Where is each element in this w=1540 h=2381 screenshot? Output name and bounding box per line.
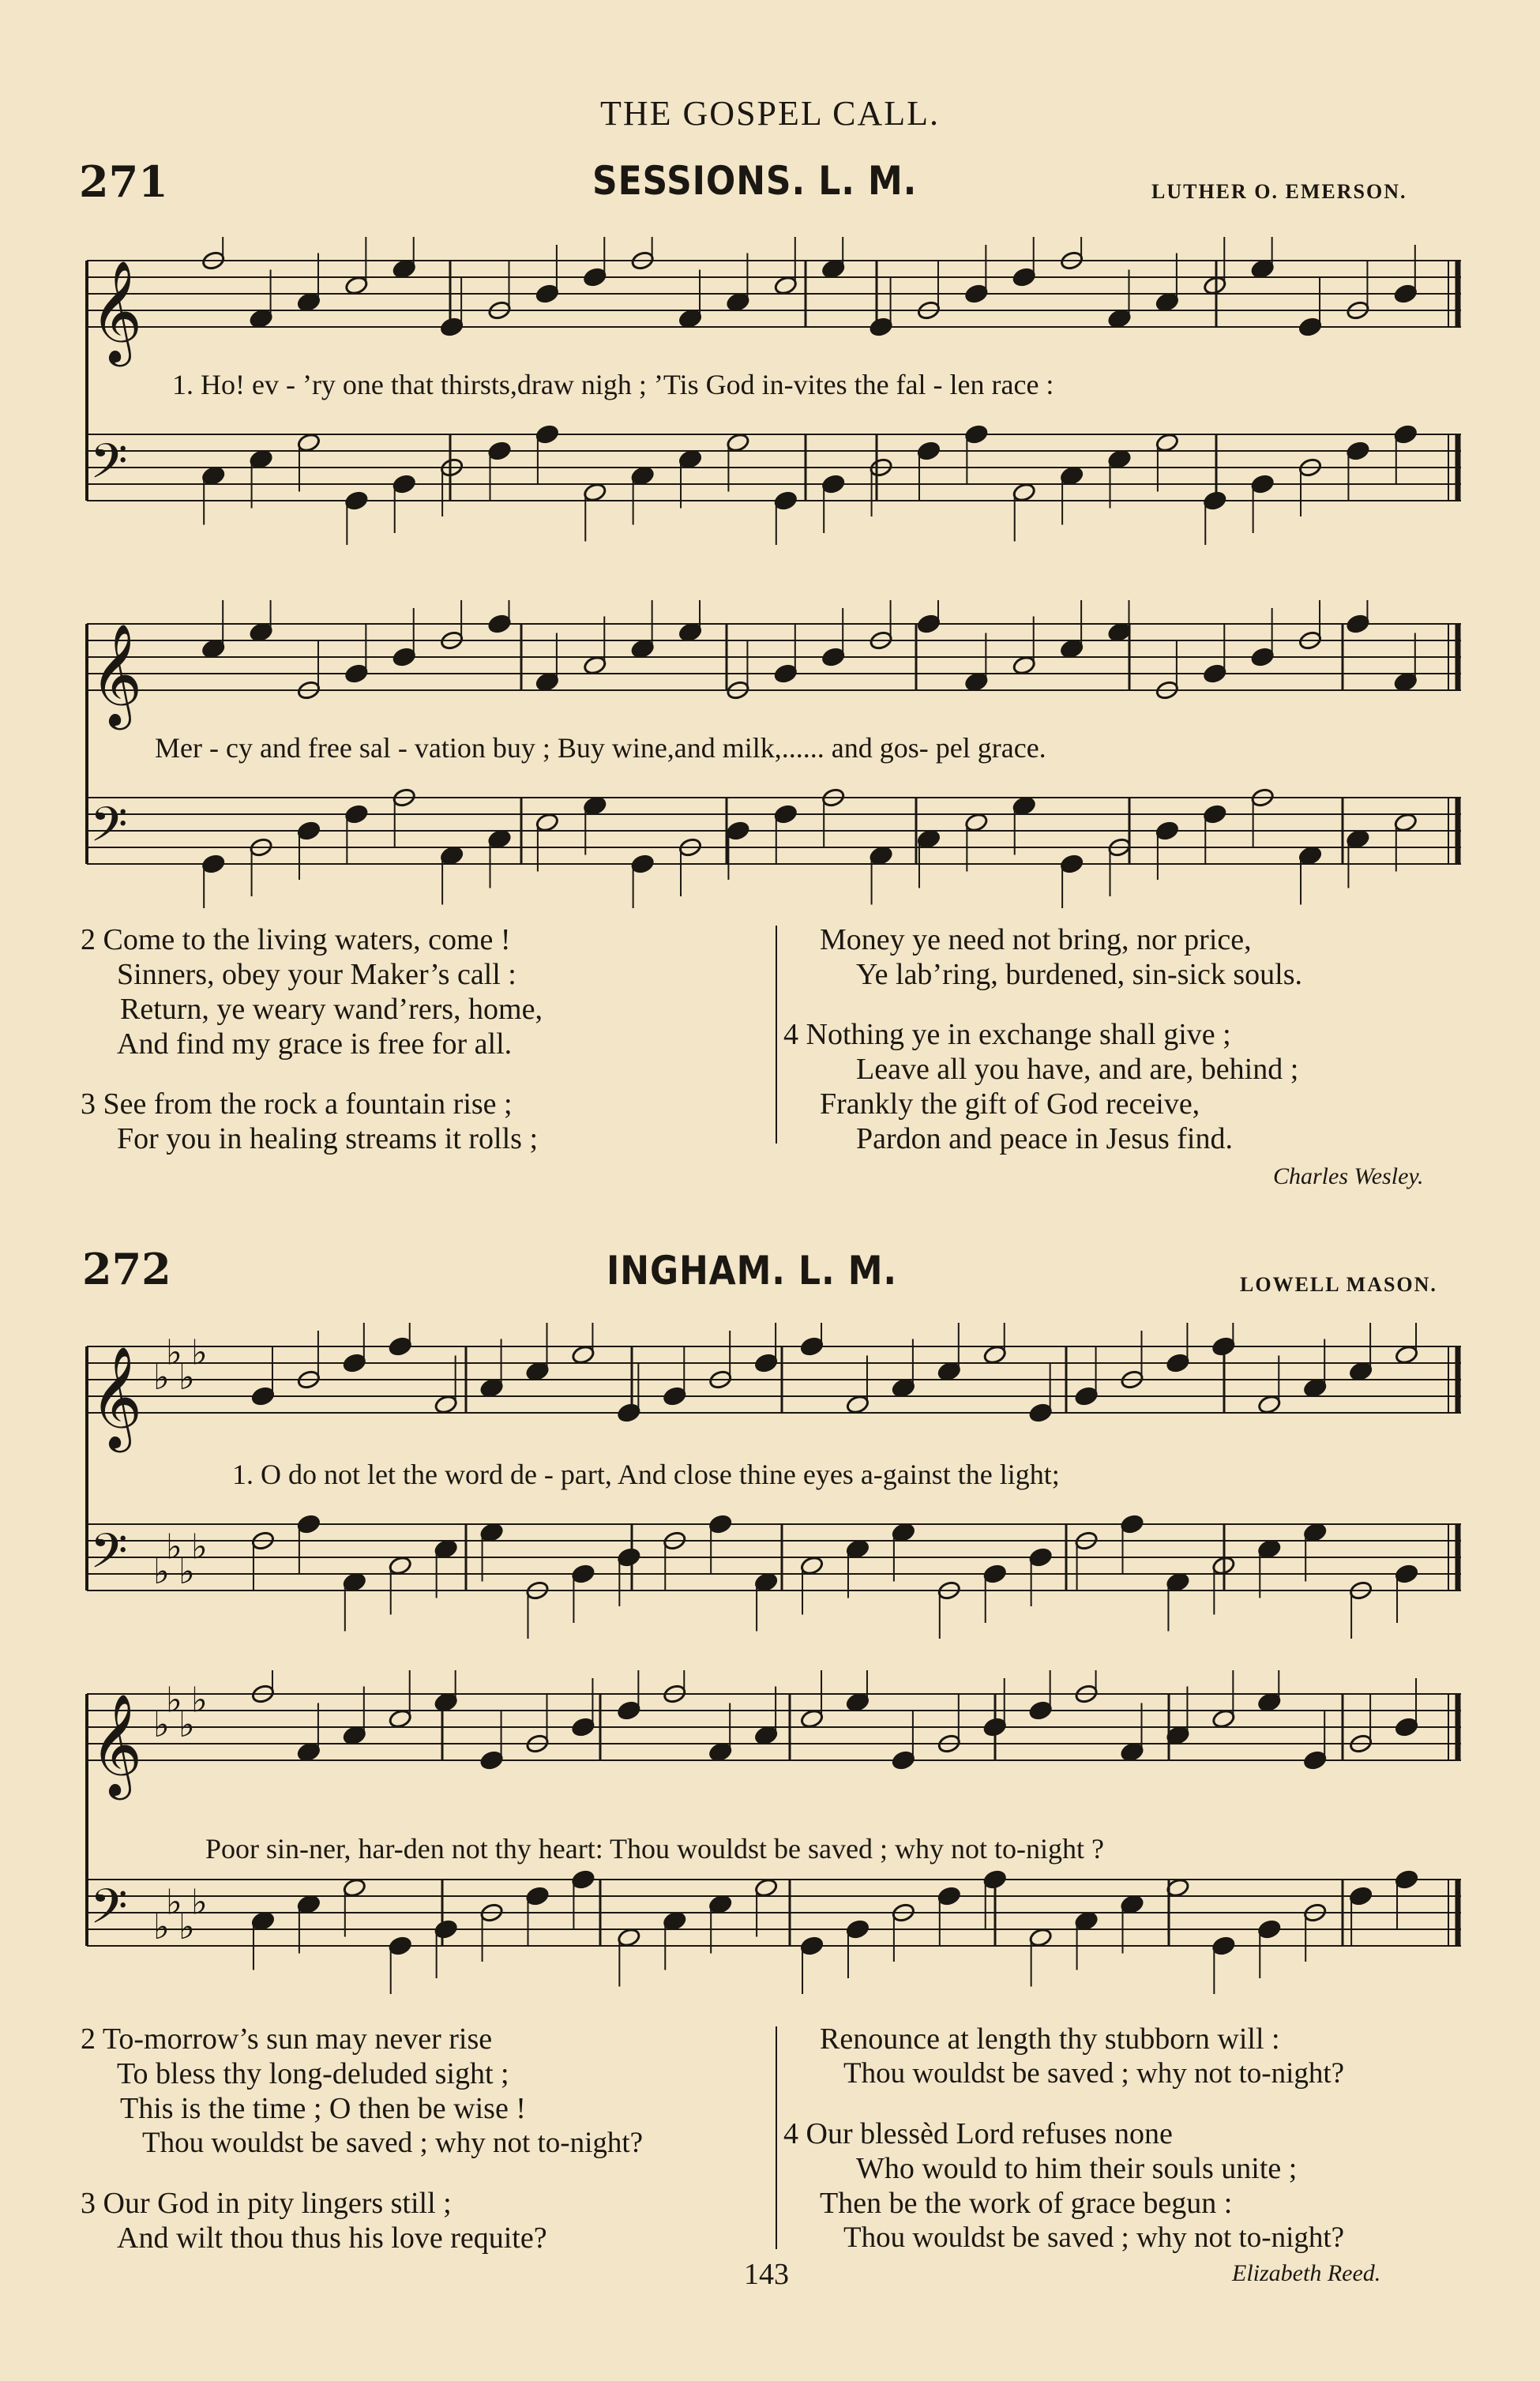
stanza-line: 4 Our blessèd Lord refuses none <box>783 2117 1173 2150</box>
note-head <box>583 267 607 287</box>
stanza-line: Renounce at length thy stubborn will : <box>820 2022 1280 2056</box>
note-head <box>434 1919 458 1940</box>
note-head <box>487 441 512 461</box>
stanza-line: Thou wouldst be saved ; why not to-night? <box>142 2127 644 2159</box>
note-head <box>891 1750 915 1771</box>
note-head <box>342 1725 366 1745</box>
note-head <box>1155 821 1179 841</box>
note-head <box>440 317 464 337</box>
note-head <box>869 317 893 337</box>
bass-clef-icon: 𝄢 <box>90 434 128 501</box>
note-head <box>487 828 512 849</box>
note-head <box>800 1708 824 1729</box>
note-head <box>1257 1538 1282 1559</box>
stanza-line: Money ye need not bring, nor price, <box>820 923 1252 956</box>
note-head <box>663 1386 687 1406</box>
stanza-line: 2 Come to the living waters, come ! <box>81 923 511 956</box>
note-head <box>297 432 321 453</box>
note-head <box>1298 317 1323 337</box>
stanza-271-4 <box>783 1017 1298 1156</box>
note-head <box>388 1936 412 1956</box>
note-head <box>1250 647 1275 667</box>
note-head <box>1120 1741 1144 1762</box>
note-head <box>726 291 750 312</box>
tune-name-ingham: INGHAM. L. M. <box>607 1248 898 1294</box>
note-head <box>754 1353 779 1373</box>
note-head <box>1012 795 1036 816</box>
note-head <box>982 1869 1007 1890</box>
note-head <box>249 622 273 642</box>
flat-sign-icon: ♭ <box>166 1680 182 1721</box>
note-head <box>1060 465 1084 486</box>
note-head <box>917 828 941 849</box>
flat-sign-icon: ♭ <box>191 1527 208 1568</box>
note-head <box>617 1927 641 1947</box>
tune-name-sessions: SESSIONS. L. M. <box>592 158 918 204</box>
note-head <box>1074 1386 1099 1406</box>
lyrics-272-line-2: Poor sin-ner, har-den not thy heart: Thou wouldst be saved ; why not to-night ? <box>205 1833 1104 1865</box>
note-head <box>708 1514 733 1534</box>
note-head <box>1395 1344 1419 1365</box>
note-head <box>1257 1394 1282 1414</box>
bass-clef-icon: 𝄢 <box>90 797 128 865</box>
stanza-line: Sinners, obey your Maker’s call : <box>117 958 516 991</box>
note-head <box>1012 267 1036 287</box>
note-head <box>251 1910 276 1931</box>
note-head <box>1395 1717 1419 1737</box>
column-divider <box>776 2026 777 2249</box>
note-head <box>571 1869 595 1890</box>
note-head <box>251 1386 276 1406</box>
running-head: THE GOSPEL CALL. <box>599 94 941 133</box>
note-head <box>297 821 321 841</box>
note-head <box>800 1336 824 1357</box>
note-head <box>917 614 941 634</box>
note-head <box>678 449 703 469</box>
note-head <box>1203 804 1227 824</box>
note-head <box>583 795 607 816</box>
stanza-line: Leave all you have, and are, behind ; <box>856 1053 1299 1086</box>
note-head <box>1250 258 1275 279</box>
stanza-271-3 <box>81 1087 538 1156</box>
stanza-line: And wilt thou thus his love requite? <box>117 2221 547 2255</box>
note-head <box>583 655 607 675</box>
stanza-272-4 <box>783 2116 1344 2255</box>
note-head <box>891 1377 915 1398</box>
note-head <box>846 1394 870 1414</box>
note-head <box>525 1886 550 1906</box>
note-head <box>1028 1927 1053 1947</box>
note-head <box>617 1547 641 1568</box>
note-head <box>1120 1894 1144 1914</box>
note-head <box>1257 1919 1282 1940</box>
note-head <box>1166 1353 1190 1373</box>
stanza-line: And find my grace is free for all. <box>117 1027 513 1061</box>
note-head <box>773 275 798 295</box>
note-head <box>479 1522 504 1542</box>
note-head <box>1107 622 1132 642</box>
column-divider <box>776 926 777 1144</box>
note-head <box>1166 1572 1190 1592</box>
stanza-line: 3 See from the rock a fountain rise ; <box>81 1087 513 1121</box>
stanza-line: Return, ye weary wand’rers, home, <box>120 993 543 1026</box>
note-head <box>821 474 846 494</box>
lyrics-271-line-1: 1. Ho! ev - ’ry one that thirsts,draw nigh ; ’Tis God in-vites the fal - len race : <box>172 369 1054 400</box>
note-head <box>297 291 321 312</box>
note-head <box>1257 1692 1282 1712</box>
hymn-number-272: 272 <box>82 1244 171 1294</box>
note-head <box>617 1700 641 1721</box>
note-head <box>434 1394 458 1414</box>
note-head <box>846 1538 870 1559</box>
note-head <box>388 1555 412 1575</box>
flat-sign-icon: ♭ <box>178 1705 195 1745</box>
stanza-line: 2 To-morrow’s sun may never rise <box>81 2022 493 2056</box>
note-head <box>708 1741 733 1762</box>
note-head <box>1203 275 1227 295</box>
note-head <box>800 1936 824 1956</box>
note-head <box>773 804 798 824</box>
note-head <box>754 1877 779 1898</box>
flat-sign-icon: ♭ <box>153 1552 170 1592</box>
note-head <box>800 1555 824 1575</box>
note-head <box>1303 1522 1328 1542</box>
note-head <box>821 647 846 667</box>
note-head <box>487 614 512 634</box>
hymn-number-271: 271 <box>79 156 168 207</box>
flat-sign-icon: ♭ <box>191 1680 208 1721</box>
note-head <box>1346 441 1370 461</box>
flat-sign-icon: ♭ <box>191 1882 208 1923</box>
note-head <box>440 845 464 866</box>
stanza-line: 4 Nothing ye in exchange shall give ; <box>783 1018 1231 1051</box>
flat-sign-icon: ♭ <box>166 1332 182 1373</box>
note-head <box>1155 432 1179 453</box>
note-head <box>617 1403 641 1423</box>
note-head <box>1395 1564 1419 1584</box>
note-head <box>1107 308 1132 329</box>
lyrics-272-line-1: 1. O do not let the word de - part, And close thine eyes a-gainst the light; <box>232 1459 1060 1490</box>
note-head <box>1060 854 1084 874</box>
note-head <box>342 1877 366 1898</box>
note-head <box>964 284 989 304</box>
stanza-line: This is the time ; O then be wise ! <box>120 2092 526 2125</box>
note-head <box>249 449 273 469</box>
note-head <box>1028 1547 1053 1568</box>
flat-sign-icon: ♭ <box>191 1332 208 1373</box>
note-head <box>1074 1910 1099 1931</box>
note-head <box>1028 1700 1053 1721</box>
note-head <box>726 821 750 841</box>
note-head <box>754 1725 779 1745</box>
stanza-line: Thou wouldst be saved ; why not to-night? <box>843 2057 1345 2090</box>
note-head <box>201 465 226 486</box>
note-head <box>773 490 798 511</box>
stanza-line: Pardon and peace in Jesus find. <box>856 1122 1233 1155</box>
lyrics-271-line-2: Mer - cy and free sal - vation buy ; Buy wine,and milk,...... and gos- pel grace. <box>155 732 1046 764</box>
note-head <box>583 482 607 502</box>
stanza-line: To bless thy long-deluded sight ; <box>117 2057 509 2090</box>
composer-271: LUTHER O. EMERSON. <box>1151 180 1407 203</box>
note-head <box>434 1692 458 1712</box>
flat-sign-icon: ♭ <box>153 1907 170 1947</box>
note-head <box>630 465 655 486</box>
stanza-272-3 <box>81 2186 547 2255</box>
note-head <box>201 638 226 659</box>
stanza-line: Thou wouldst be saved ; why not to-night? <box>843 2221 1345 2254</box>
flat-sign-icon: ♭ <box>178 1552 195 1592</box>
note-head <box>344 804 369 824</box>
stanza-272-2 <box>81 2022 643 2161</box>
note-head <box>525 1361 550 1381</box>
stanza-line: Ye lab’ring, burdened, sin-sick souls. <box>856 958 1303 991</box>
note-head <box>392 647 416 667</box>
note-head <box>535 424 559 445</box>
note-head <box>201 854 226 874</box>
note-head <box>726 432 750 453</box>
page-number: 143 <box>744 2258 789 2291</box>
note-head <box>937 1886 961 1906</box>
note-head <box>1349 1886 1373 1906</box>
note-head <box>571 1344 595 1365</box>
note-head <box>344 275 369 295</box>
stanza-272-3-cont <box>820 2022 1344 2091</box>
stanza-271-2 <box>81 922 543 1061</box>
note-head <box>1346 828 1370 849</box>
note-head <box>535 284 559 304</box>
stanza-line: 3 Our God in pity lingers still ; <box>81 2187 452 2220</box>
note-head <box>917 441 941 461</box>
flat-sign-icon: ♭ <box>153 1358 170 1398</box>
composer-272: LOWELL MASON. <box>1240 1273 1437 1296</box>
note-head <box>1012 482 1036 502</box>
author-272: Elizabeth Reed. <box>1232 2260 1381 2286</box>
note-head <box>663 1910 687 1931</box>
note-head <box>1346 614 1370 634</box>
note-head <box>296 1894 321 1914</box>
bass-clef-icon: 𝄢 <box>90 1879 128 1947</box>
note-head <box>964 424 989 445</box>
note-head <box>846 1919 870 1940</box>
note-head <box>773 663 798 684</box>
note-head <box>344 663 369 684</box>
note-head <box>982 1344 1007 1365</box>
note-head <box>1349 1361 1373 1381</box>
stanza-line: Who would to him their souls unite ; <box>856 2152 1298 2185</box>
note-head <box>434 1538 458 1559</box>
stanza-line: Then be the work of grace begun : <box>820 2187 1233 2220</box>
note-head <box>1107 449 1132 469</box>
note-head <box>1395 1869 1419 1890</box>
note-head <box>846 1692 870 1712</box>
note-head <box>630 638 655 659</box>
note-head <box>982 1564 1007 1584</box>
treble-clef-icon: 𝄞 <box>90 623 143 726</box>
note-head <box>342 1572 366 1592</box>
treble-clef-icon: 𝄞 <box>90 1346 143 1448</box>
note-head <box>891 1522 915 1542</box>
note-head <box>821 258 846 279</box>
note-head <box>571 1717 595 1737</box>
note-head <box>392 258 416 279</box>
note-head <box>1120 1514 1144 1534</box>
note-head <box>678 622 703 642</box>
note-head <box>1211 1336 1236 1357</box>
note-head <box>754 1572 779 1592</box>
note-head <box>1303 1377 1328 1398</box>
flat-sign-icon: ♭ <box>153 1705 170 1745</box>
note-head <box>1155 291 1179 312</box>
note-head <box>571 1564 595 1584</box>
stanza-line: Frankly the gift of God receive, <box>820 1087 1200 1121</box>
note-head <box>1012 655 1036 675</box>
note-head <box>479 1750 504 1771</box>
note-head <box>1393 284 1418 304</box>
note-head <box>630 854 655 874</box>
note-head <box>1250 474 1275 494</box>
note-head <box>964 671 989 692</box>
note-head <box>1298 845 1323 866</box>
note-head <box>1211 1708 1236 1729</box>
note-head <box>678 308 703 329</box>
note-head <box>392 474 416 494</box>
treble-clef-icon: 𝄞 <box>90 260 143 362</box>
note-head <box>388 1336 412 1357</box>
note-head <box>708 1894 733 1914</box>
note-head <box>535 671 559 692</box>
note-head <box>1393 812 1418 832</box>
author-271: Charles Wesley. <box>1273 1163 1424 1189</box>
note-head <box>1393 424 1418 445</box>
flat-sign-icon: ♭ <box>178 1358 195 1398</box>
flat-sign-icon: ♭ <box>178 1907 195 1947</box>
note-head <box>249 308 273 329</box>
note-head <box>388 1708 412 1729</box>
note-head <box>344 490 369 511</box>
note-head <box>1060 638 1084 659</box>
note-head <box>937 1361 961 1381</box>
note-head <box>479 1377 504 1398</box>
flat-sign-icon: ♭ <box>166 1882 182 1923</box>
note-head <box>982 1717 1007 1737</box>
bass-clef-icon: 𝄢 <box>90 1523 128 1591</box>
note-head <box>1203 490 1227 511</box>
note-head <box>964 812 989 832</box>
stanza-line: For you in healing streams it rolls ; <box>117 1122 539 1155</box>
treble-clef-icon: 𝄞 <box>90 1693 143 1796</box>
stanza-271-3-cont <box>820 922 1302 992</box>
note-head <box>296 1741 321 1762</box>
note-head <box>296 1514 321 1534</box>
note-head <box>1028 1403 1053 1423</box>
flat-sign-icon: ♭ <box>166 1527 182 1568</box>
note-head <box>869 845 893 866</box>
note-head <box>342 1353 366 1373</box>
note-head <box>1211 1936 1236 1956</box>
note-head <box>1203 663 1227 684</box>
note-head <box>1393 671 1418 692</box>
note-head <box>1303 1750 1328 1771</box>
note-head <box>535 812 559 832</box>
